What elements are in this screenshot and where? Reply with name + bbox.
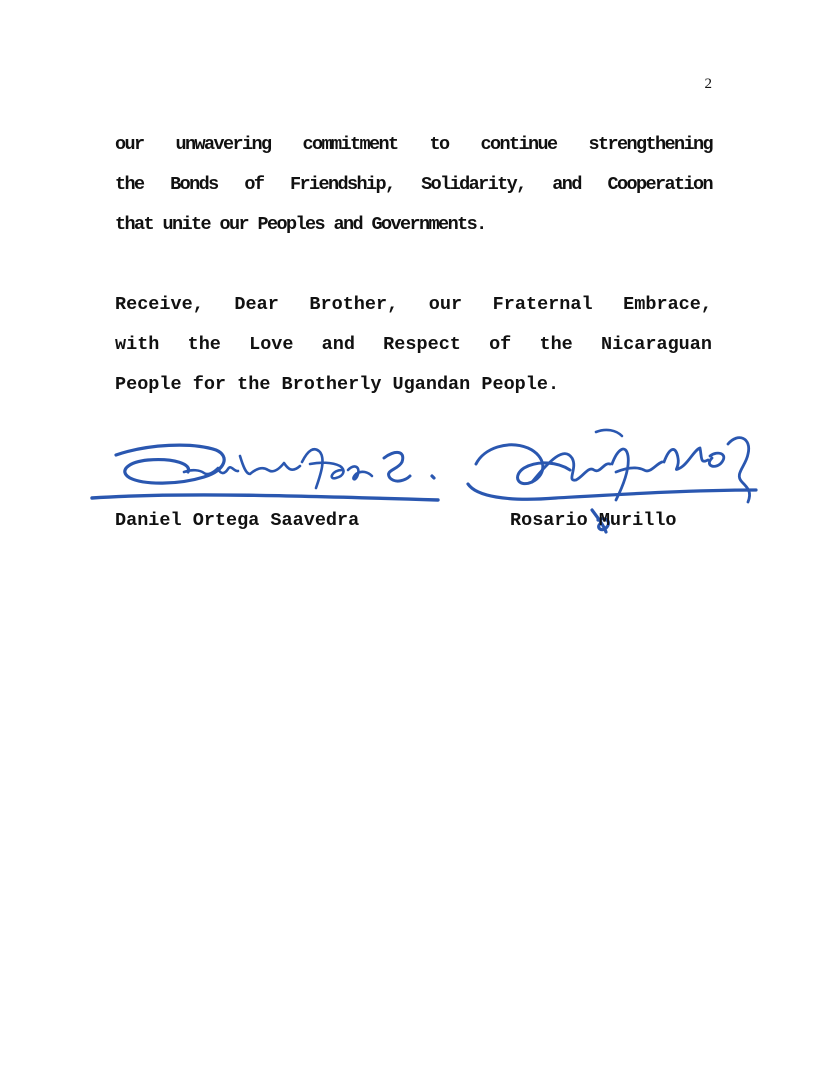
- paragraph-line: People for the Brotherly Ugandan People.: [115, 374, 560, 395]
- ortega-signature-image: [88, 436, 442, 508]
- paragraph-line: with the Love and Respect of the Nicaraguan: [115, 334, 712, 355]
- paragraph-line: Receive, Dear Brother, our Fraternal Embrace,: [115, 294, 712, 315]
- signer-name: Rosario Murillo: [510, 510, 677, 531]
- paragraph-line: our unwavering commitment to continue strengthening: [115, 134, 712, 155]
- paragraph-embrace: [115, 285, 712, 405]
- page-number: 2: [704, 76, 712, 92]
- paragraph-commitment: [115, 125, 712, 245]
- paragraph-line: that unite our Peoples and Governments.: [115, 214, 486, 235]
- paragraph-line: the Bonds of Friendship, Solidarity, and Cooperation: [115, 174, 712, 195]
- signer-name: Daniel Ortega Saavedra: [115, 510, 360, 531]
